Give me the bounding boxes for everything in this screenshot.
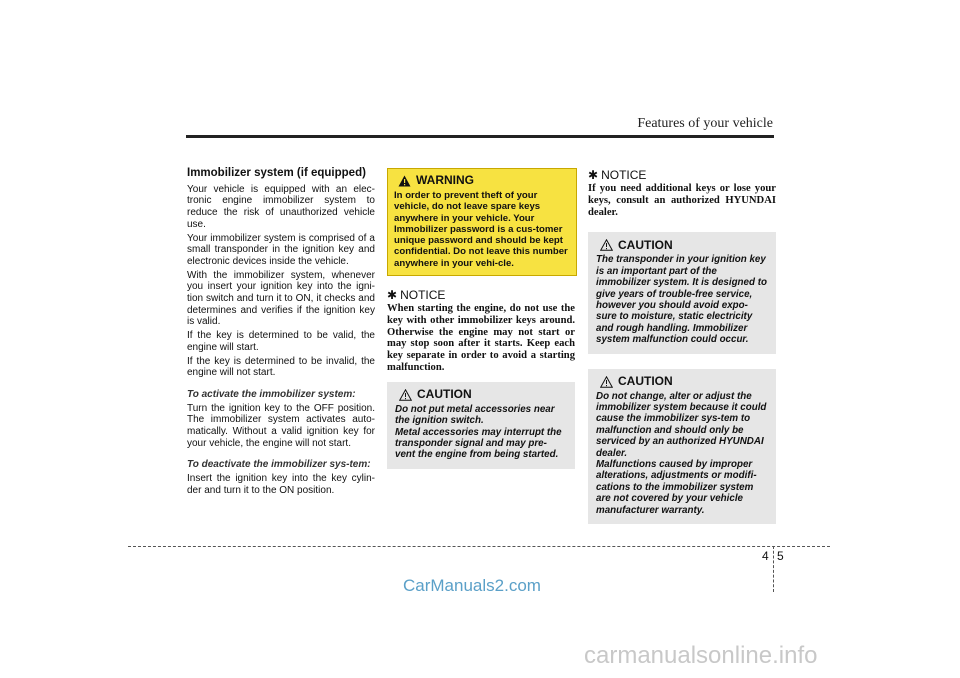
footer-rule (128, 546, 830, 547)
heading-immobilizer: Immobilizer system (if equipped) (187, 167, 366, 179)
page-in-section: 5 (777, 549, 784, 563)
header-rule (186, 135, 774, 138)
notice-text: When starting the engine, do not use the key with other immobilizer keys around. Otherwise the engine may not start or may stop soon after it starts. Keep each key separate in order to avoid a starting malfunction. (387, 303, 575, 374)
notice-icon: ✱ (588, 168, 599, 182)
caution-title: CAUTION (618, 237, 673, 252)
notice-icon: ✱ (387, 288, 398, 303)
caution-icon (600, 376, 613, 388)
warning-title: WARNING (416, 173, 474, 188)
warning-head (398, 175, 570, 187)
subheading-activate: To activate the immobilizer system: (187, 388, 356, 400)
paragraph: Insert the ignition key into the key cylin-der and turn it to the ON position. (187, 473, 375, 496)
caution-box (588, 369, 776, 524)
paragraph: With the immobilizer system, whenever you insert your ignition key into the igni-tion switch and turn it to ON, it checks and determines and verifies if the ignition key is valid. (187, 269, 375, 328)
caution-title: CAUTION (618, 373, 673, 388)
paragraph: If the key is determined to be valid, the engine will start. (187, 330, 375, 353)
caution-head (600, 373, 768, 388)
notice-head (387, 288, 575, 302)
page-divider (773, 546, 774, 592)
paragraph: If the key is determined to be invalid, the engine will not start. (187, 355, 375, 379)
caution-box (387, 382, 575, 469)
notice-title: NOTICE (601, 168, 647, 182)
caution-text: Do not change, alter or adjust the immobilizer system because it could cause the immobilizer sys-tem to malfunction and should only be serviced by an authorized HYUNDAI dealer. (596, 390, 767, 459)
caution-text: Do not put metal accessories near the ignition switch. (395, 403, 555, 427)
warning-text: In order to prevent theft of your vehicle, do not leave spare keys anywhere in your vehicle. Your Immobilizer password is a cus-tomer unique password and should be kept confidential. Do not leave this number anywhere in your vehi-cle. (394, 190, 568, 269)
paragraph: Your immobilizer system is comprised of a small transponder in the ignition key and electronic devices inside the vehicle. (187, 232, 375, 267)
paragraph: Your vehicle is equipped with an elec-tronic engine immobilizer system to reduce the risk of unauthorized vehicle use. (187, 183, 375, 230)
watermark-text: carmanualsonline.info (584, 642, 818, 669)
subheading-deactivate: To deactivate the immobilizer sys-tem: (187, 459, 371, 471)
caution-text: Metal accessories may interrupt the transponder signal and may pre-vent the engine from being started. (395, 426, 562, 461)
caution-icon (600, 239, 613, 251)
section-number: 4 (762, 549, 769, 563)
caution-head (600, 239, 768, 251)
caution-icon (399, 389, 412, 401)
notice-head (588, 168, 776, 182)
column-warning (387, 168, 575, 469)
caution-title: CAUTION (417, 387, 472, 402)
warning-icon (398, 175, 411, 187)
notice-text: If you need additional keys or lose your keys, consult an authorized HYUNDAI dealer. (588, 183, 776, 218)
column-immobilizer (187, 168, 375, 499)
paragraph: Turn the ignition key to the OFF position. The immobilizer system activates auto-matically. Without a valid ignition key for your vehicle, the engine will not start. (187, 402, 375, 449)
warning-box (387, 168, 577, 276)
caution-text: Malfunctions caused by improper alterations, adjustments or modifi-cations to the immobilizer system are not covered by your vehicle manufacturer warranty. (596, 459, 757, 516)
column-notice (588, 168, 776, 524)
section-title: Features of your vehicle (637, 116, 773, 131)
notice-title: NOTICE (400, 288, 446, 303)
watermark-link[interactable]: CarManuals2.com (403, 576, 541, 595)
caution-head (399, 389, 567, 401)
caution-box (588, 232, 776, 353)
caution-text: The transponder in your ignition key is an important part of the immobilizer system. It is designed to give years of trouble-free service, however you should avoid expo-sure to moisture, static electricity and rough handling. Immobilizer system malfunction could occur. (596, 254, 767, 346)
